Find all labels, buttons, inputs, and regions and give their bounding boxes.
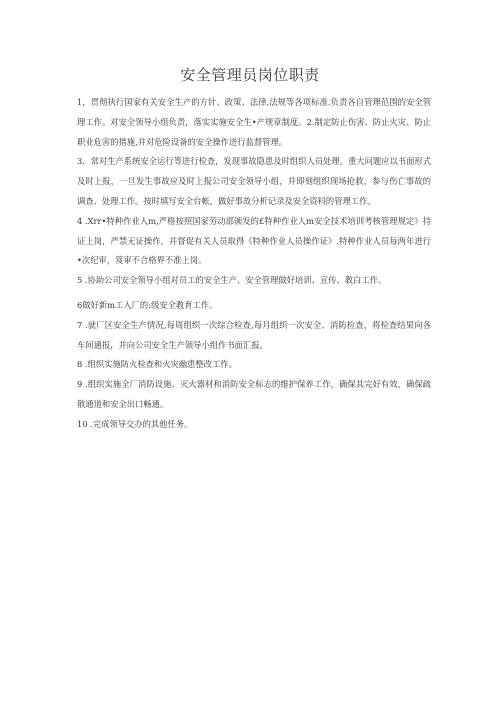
paragraph-9: 9 .组织实施全厂消防设施、灭火器材和消防安全标志的维护保养工作，确保其完好有效，确保疏散通道和安全出口畅通。	[77, 379, 431, 409]
paragraph-3: 3．常对生产系统安全运行等进行检查，发现事故隐患及时组织人员处理，重大问题应以书面形式及时上报，一旦发生事故应及时上报公司安全领导小组，并即刻组织现场抢救，参与伤亡事故的调查、处理工作。按时填写安全台帐，做好事故分析记录及安全资料的管理工作。	[77, 156, 431, 206]
document-body	[77, 93, 431, 435]
paragraph-5: 5 .协助公司安全领导小组对员工的安全生产、安全管理做好培训、宣传、教白工作。	[77, 275, 387, 286]
paragraph-7: 7 .就厂区安全生产情况,每周组织一次综合检查,每月组织一次安全、消防检查，将检查结果向各车间通报，并向公司安全生产领导小组作书面汇报。	[77, 319, 431, 350]
paragraph-1: 1，贯彻执行国家有关安全生产的方针、政策、法律,法规等各项标准.负责各自管理范围的安全管理工作。对安全领导小组负责，落实实施安全生•产规章制度。2.制定防止伤害、防止火灾、防止职业危害的措施,并对危险设备的安全操作进行监督管理。	[77, 97, 431, 147]
paragraph-8: 8 .组织实施防火检查和火灾幽患整改工作。	[77, 359, 237, 370]
paragraph-4: 4 .Xrr•特种作业人m,严格按照国家劳动部颁发的£特种作业人m安全技术培训考核管理规定》持证上岗，严禁无证操作，并督促有关人员取得《特种作业人员操作证》.特种作业人员每两年进行•次纪审，笈审不合格界不准上岗。	[77, 215, 431, 266]
paragraph-6: 6做好新m工入厂的:级安全教育工作。	[77, 299, 218, 310]
document-title: 安全管理员岗位职责	[180, 66, 320, 84]
paragraph-10: 10 .完成领导交办的其他任务。	[77, 418, 193, 429]
